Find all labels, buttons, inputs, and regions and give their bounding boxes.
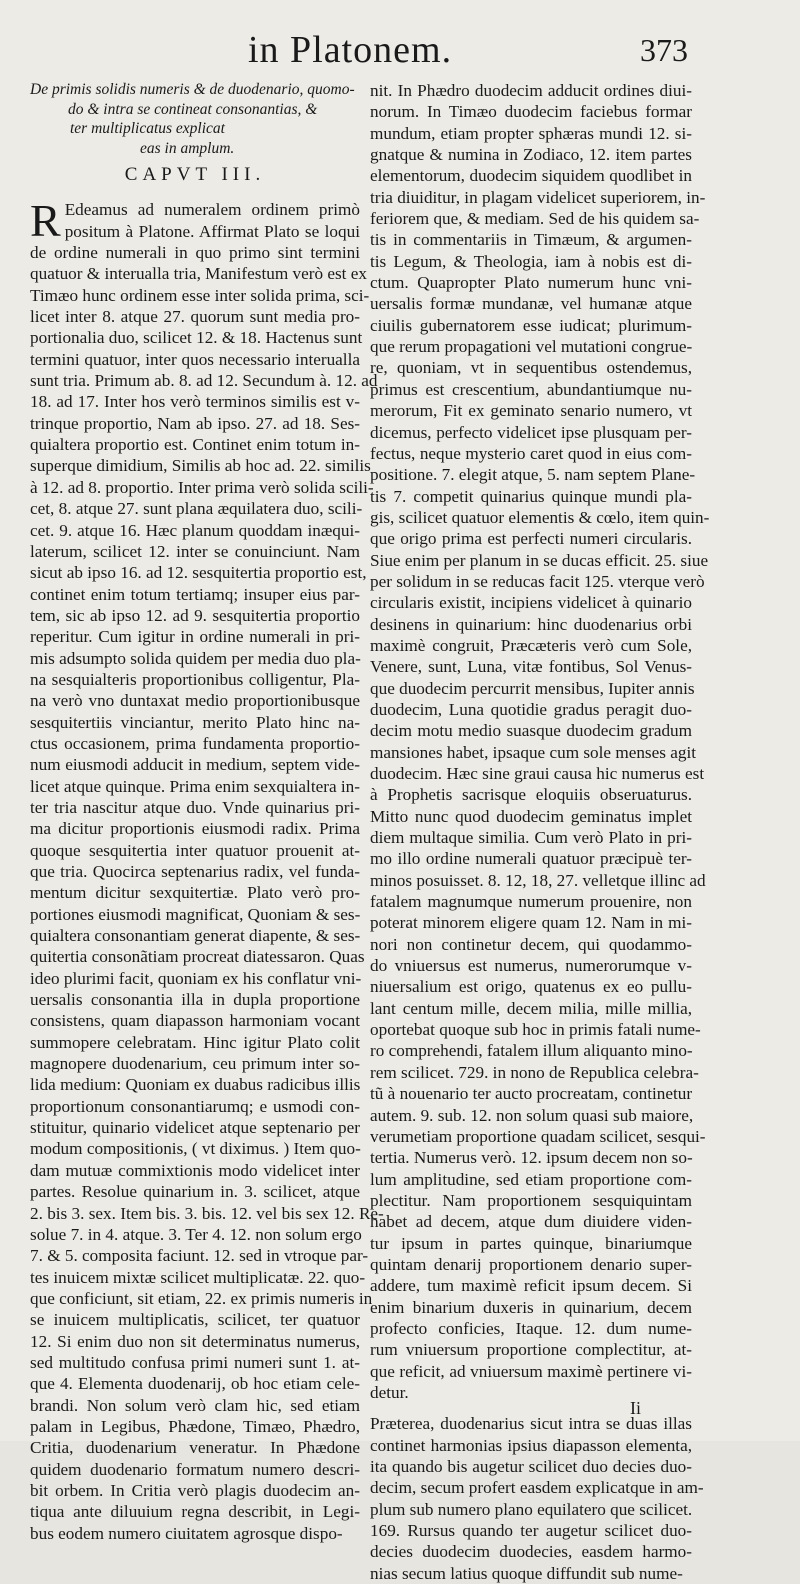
text-line: tis 7. competit quinarius quinque mundi pla- bbox=[370, 486, 692, 506]
text-line: que reficit, ad vniuersum maximè pertinere vi- bbox=[370, 1361, 692, 1381]
text-line: modum compositionis, ( vt diximus. ) Item quo- bbox=[30, 1139, 361, 1159]
text-line: uersalis consonantia illa in dupla proportione bbox=[30, 990, 360, 1010]
text-line: summopere celebratam. Hinc igitur Plato colit bbox=[30, 1032, 360, 1052]
text-line: trinque proportio, Nam ab ipso. 27. ad 18. Ses- bbox=[30, 413, 360, 433]
text-line: 18. ad 17. Inter hos verò terminos similis est v- bbox=[30, 392, 360, 412]
text-line: 169. Rursus quando ter augetur scilicet duo- bbox=[370, 1521, 692, 1541]
text-line: niuersalium est origo, quatenus ex eo pullu- bbox=[370, 977, 692, 997]
text-line: magnopere duodenarium, ceu primum inter so- bbox=[30, 1054, 360, 1074]
text-line: 2. bis 3. sex. Item bis. 3. bis. 12. vel bis sex 12. Re- bbox=[30, 1203, 384, 1223]
text-line: tes inuicem mixtæ scilicet multiplicatæ. 22. quo- bbox=[30, 1267, 366, 1287]
right-column bbox=[370, 80, 710, 1584]
text-line: se inuicem multiplicatis, scilicet, ter quatuor bbox=[30, 1310, 360, 1330]
text-line: ita quando bis augetur scilicet duo decies duo- bbox=[370, 1457, 692, 1476]
text-line: sunt tria. Primum ab. 8. ad 12. Secundum à. 12. ad bbox=[30, 371, 378, 391]
text-line: ctus occasionem, prima fundamenta proportio- bbox=[30, 733, 360, 753]
text-line: verumetiam proportione quadam scilicet, sesqui- bbox=[370, 1126, 706, 1146]
text-line: Venere, sunt, Luna, vitæ fontibus, Sol Venus- bbox=[370, 657, 692, 677]
text-line: ter tria nascitur atque duo. Vnde quinarius pri- bbox=[30, 797, 360, 817]
text-line: detur. bbox=[370, 1382, 409, 1402]
text-line: diem multaque similia. Cum verò Plato in pri- bbox=[370, 828, 692, 848]
signature-mark: Ii bbox=[630, 1398, 641, 1418]
text-line: poterat minorem eligere quam 12. Nam in mi- bbox=[370, 913, 692, 933]
text-line: desinens in quinarium: hinc duodenarius orbi bbox=[370, 614, 692, 634]
text-line: decim, secum profert easdem explicatque in am- bbox=[370, 1478, 704, 1498]
heading-line: De primis solidis numeris & de duodenario, quomo- bbox=[30, 81, 355, 98]
text-line: Timæo hunc ordinem esse inter solida prima, sci- bbox=[30, 285, 370, 305]
page-number: 373 bbox=[640, 32, 688, 68]
text-line: nit. In Phædro duodecim adducit ordines diui- bbox=[370, 81, 692, 100]
text-line: cet. 9. atque 16. Hæc planum quoddam inæqui- bbox=[30, 520, 360, 540]
text-line: lida medium: Quoniam ex duabus radicibus illis bbox=[30, 1075, 361, 1095]
text-line: ma dicitur proportionis eiusmodi radix. Prima bbox=[30, 819, 360, 839]
text-line: stituitur, quinario videlicet atque septenario per bbox=[30, 1118, 360, 1138]
text-line: que 4. Elementa duodenarij, ob hoc etiam cele- bbox=[30, 1374, 360, 1394]
heading-line: ter multiplicatus explicat bbox=[70, 120, 225, 137]
text-line: mo illo ordine numerali quatuor præcipuè ter- bbox=[370, 849, 692, 869]
drop-cap: R bbox=[30, 195, 61, 247]
text-line: maximè congruit, Præcæteris verò cum Sole, bbox=[370, 635, 692, 655]
text-line: gnatque & numina in Zodiaco, 12. item partes bbox=[370, 145, 692, 165]
text-line: continet enim totum tertiamq; insuper eius par- bbox=[30, 584, 360, 604]
text-line: uersalis formæ mundanæ, vel humanæ atque bbox=[370, 294, 692, 314]
chapter-title: CAPVT III. bbox=[124, 164, 266, 185]
text-line: quoque sesquitertia inter quatuor prouenit at- bbox=[30, 840, 360, 860]
text-line: tem, sic ab ipso 12. ad 9. sesquitertia proportio bbox=[30, 605, 360, 625]
text-line: que duodecim percurrit mensibus, Iupiter annis bbox=[370, 678, 695, 698]
text-line: na verò vno duntaxat medio proportionibusque bbox=[30, 691, 360, 711]
text-line: quialtera consonantiam generat diapente, & ses- bbox=[30, 926, 361, 946]
text-line: nori non continetur decem, qui quodammo- bbox=[370, 934, 692, 954]
text-line: norum. In Timæo duodecim faciebus formar bbox=[370, 102, 692, 122]
text-line: lant centum mille, decem milia, mille millia, bbox=[370, 998, 692, 1018]
text-line: solue 7. in 4. atque. 3. Ter 4. 12. non solum ergo bbox=[30, 1224, 362, 1244]
text-line: primus est crescentium, abundantiumque nu- bbox=[370, 379, 692, 399]
text-line: sesquitertiis vinciantur, merito Plato hinc na- bbox=[30, 712, 360, 732]
running-head bbox=[0, 28, 800, 84]
text-line: quitertia consonãtiam procreat diatessaron. Quas bbox=[30, 947, 365, 967]
text-line: habet ad decem, atque dum diuidere viden- bbox=[370, 1212, 692, 1232]
heading-line: do & intra se contineat consonantias, & bbox=[68, 100, 318, 118]
text-line: rem scilicet. 729. in nono de Republica celebra- bbox=[370, 1062, 699, 1082]
text-line: bus eodem numero ciuitatem agrosque dispo- bbox=[30, 1523, 343, 1543]
text-line: 12. Si enim duo non sit determinatus numerus, bbox=[30, 1331, 360, 1351]
text-line: ideo plurimi facit, quoniam ex his conflatur vni- bbox=[30, 968, 362, 988]
text-line: de ordine numerali in quo primo sint termini bbox=[30, 243, 360, 263]
right-paragraph-2 bbox=[370, 1413, 704, 1584]
text-line: 7. & 5. composita faciunt. 12. sed in vtroque par- bbox=[30, 1246, 369, 1266]
text-line: circularis existit, incipiens videlicet à quinario bbox=[370, 593, 692, 613]
text-line: re, quoniam, vt in sequentibus ostendemus, bbox=[370, 358, 692, 378]
text-line: quidem duodenario formatum numero descri- bbox=[30, 1459, 360, 1479]
text-line: dicemus, perfecto videlicet ipse plusquam per- bbox=[370, 422, 692, 442]
text-line: à 12. ad 8. proportio. Inter prima verò solida scili- bbox=[30, 477, 374, 497]
left-body-text bbox=[30, 195, 384, 1544]
text-line: que rerum propagationi vel mutationi congrue- bbox=[370, 337, 693, 357]
text-line: per solidum in se reducas facit 125. vterque verò bbox=[370, 571, 705, 591]
text-line: fectus, neque mysterio caret quod in eius com- bbox=[370, 443, 692, 463]
heading-line: eas in amplum. bbox=[140, 139, 235, 157]
text-line: continet harmonias ipsius diapasson elementa, bbox=[370, 1435, 692, 1455]
text-line: lum amplitudine, sed etiam proportione com- bbox=[370, 1169, 692, 1189]
text-line: positum à Platone. Affirmat Plato se loqui bbox=[64, 221, 360, 241]
text-line: quialtera proportio est. Continet enim totum in- bbox=[30, 435, 360, 455]
text-line: tis in commentariis in Timæum, & argumen- bbox=[370, 230, 692, 250]
text-line: Edeamus ad numeralem ordinem primò bbox=[64, 200, 360, 220]
text-line: rum vniuersum proportione complectitur, at- bbox=[370, 1340, 692, 1360]
text-line: na sesquialteris proportionibus colligentur, Pla- bbox=[30, 669, 360, 689]
text-line: sed multitudo confusa primi numeri sunt 1. at- bbox=[30, 1352, 360, 1372]
text-line: oportebat quoque sub hoc in primis fatali nume- bbox=[370, 1020, 701, 1040]
text-line: gis, scilicet quatuor elementis & cœlo, item quin- bbox=[370, 507, 710, 527]
text-line: laterum, scilicet 12. inter se conuinciunt. Nam bbox=[30, 541, 360, 561]
text-line: minos posuisset. 8. 12, 18, 27. velletque illinc ad bbox=[370, 870, 706, 890]
text-line: cet, 8. atque 27. sunt plana æquilatera duo, scili- bbox=[30, 499, 363, 519]
text-line: fatalem magnumque numerum prouenire, non bbox=[370, 892, 692, 912]
text-line: decim motu medio suasque duodecim gradum bbox=[370, 721, 692, 741]
text-line: quatuor & interualla tria, Manifestum verò est ex bbox=[30, 264, 367, 284]
text-line: licet atque quinque. Prima enim sexquialtera in- bbox=[30, 776, 360, 796]
text-line: Critia, duodenarium veneratur. In Phædone bbox=[30, 1438, 360, 1458]
text-line: portiones eiusmodi magnificat, Quoniam & ses- bbox=[30, 904, 361, 924]
text-line: merorum, Fit ex geminato senario numero, vt bbox=[370, 401, 692, 421]
text-line: Præterea, duodenarius sicut intra se duas illas bbox=[370, 1414, 692, 1434]
text-line: decies duodecim duodecies, easdem harmo- bbox=[370, 1542, 692, 1562]
text-line: partes. Resolue quinarium in. 3. scilicet, atque bbox=[30, 1182, 360, 1202]
running-title: in Platonem. bbox=[248, 29, 453, 71]
text-line: ro comprehendi, fatalem illum aliquanto mino- bbox=[370, 1041, 693, 1061]
text-line: feriorem que, & mediam. Sed de his quidem sa- bbox=[370, 209, 700, 229]
text-line: portionalia duo, scilicet 12. & 18. Hactenus sunt bbox=[30, 328, 363, 348]
text-line: profecto conficies, Itaque. 12. dum nume- bbox=[370, 1318, 692, 1338]
text-line: positione. 7. elegit atque, 5. nam septem Plane- bbox=[370, 465, 696, 485]
text-line: superque dimidium, Similis ab hoc ad. 22. similis bbox=[30, 456, 371, 476]
text-line: dam mutuæ commixtionis modo videlicet inter bbox=[30, 1160, 360, 1180]
text-line: mentum dicitur sexquitertiæ. Plato verò pro- bbox=[30, 883, 360, 903]
text-line: ciuilis gubernatorem esse iudicat; plurimum- bbox=[370, 315, 692, 335]
text-line: duodecim, Luna quotidie gradus peragit duo- bbox=[370, 699, 692, 719]
text-line: reperitur. Cum igitur in ordine numerali in pri- bbox=[30, 627, 360, 647]
text-line: Mitto nunc quod duodecim geminatus implet bbox=[370, 806, 692, 826]
text-line: palam in Legibus, Phædone, Timæo, Phædro, bbox=[30, 1416, 360, 1436]
text-line: licet inter 8. atque 27. quorum sunt media pro- bbox=[30, 307, 360, 327]
text-line: nias secum latius quoque diffundit sub nume- bbox=[370, 1563, 683, 1583]
text-line: tis Legum, & Theologia, iam à nobis est di- bbox=[370, 251, 692, 271]
text-line: plectitur. Nam proportionem sesquiquintam bbox=[370, 1190, 692, 1210]
text-line: tur ipsum in partes quinque, binariumque bbox=[370, 1233, 692, 1253]
right-body-text bbox=[370, 80, 710, 1403]
text-line: termini quatuor, inter quos necessario interualla bbox=[30, 349, 360, 369]
text-line: plum sub numero plano equilatero que scilicet. bbox=[370, 1499, 693, 1519]
text-line: autem. 9. sub. 12. non solum quasi sub maiore, bbox=[370, 1105, 694, 1125]
left-column bbox=[30, 80, 384, 1544]
text-line: que origo prima est perfecti numeri circularis. bbox=[370, 529, 692, 549]
text-line: mansiones habet, ipsaque cum sole menses agit bbox=[370, 742, 697, 762]
text-line: do vniuersus est numerus, numerorumque v- bbox=[370, 956, 692, 976]
text-line: que conficiunt, sit etiam, 22. ex primis numeris in bbox=[30, 1288, 373, 1308]
text-line: consistens, quam diapasson harmoniam vocant bbox=[30, 1011, 360, 1031]
text-line: elementorum, duodecim siquidem quodlibet in bbox=[370, 166, 692, 186]
text-line: brandi. Non solum verò clam hic, sed etiam bbox=[30, 1395, 360, 1415]
text-line: bit orbem. In Critia verò plagis duodecim an- bbox=[30, 1480, 360, 1500]
text-line: tria diuiditur, in plagam videlicet superiorem, in- bbox=[370, 187, 706, 207]
text-line: ctum. Quapropter Plato numerum hunc vni- bbox=[370, 273, 692, 293]
text-line: tiqua ante diluuium regna describit, in Legi- bbox=[30, 1502, 360, 1522]
text-line: addere, tum maximè reficit ipsum decem. Si bbox=[370, 1276, 692, 1296]
text-line: mundum, etiam propter sphæras mundi 12. si- bbox=[370, 123, 692, 143]
text-line: à Prophetis sacrisque eloquiis obseruaturus. bbox=[370, 785, 692, 805]
text-line: enim binarium duxeris in quinarium, decem bbox=[370, 1297, 692, 1317]
text-line: mis adsumpto solida quidem per media duo pla- bbox=[30, 648, 361, 668]
text-line: duodecim. Hæc sine graui causa hic numerus est bbox=[370, 764, 705, 783]
text-line: quintam denarij proportionem denario super- bbox=[370, 1254, 692, 1274]
text-line: Siue enim per planum in se ducas efficit. 25. siue bbox=[370, 550, 709, 570]
text-line: que tria. Quocirca septenarius radix, vel funda- bbox=[30, 862, 360, 881]
text-line: proportionum consonantiarumq; e usmodi con- bbox=[30, 1096, 360, 1116]
text-line: tũ à nouenario ter aucto procreatam, continetur bbox=[370, 1084, 693, 1104]
text-line: tertia. Numerus verò. 12. ipsum decem non so- bbox=[370, 1148, 693, 1168]
text-line: sicut ab ipso 16. ad 12. sesquitertia proportio est, bbox=[30, 563, 367, 583]
text-line: num eiusmodi adducit in medium, septem vide- bbox=[30, 755, 360, 775]
section-heading bbox=[30, 80, 360, 158]
